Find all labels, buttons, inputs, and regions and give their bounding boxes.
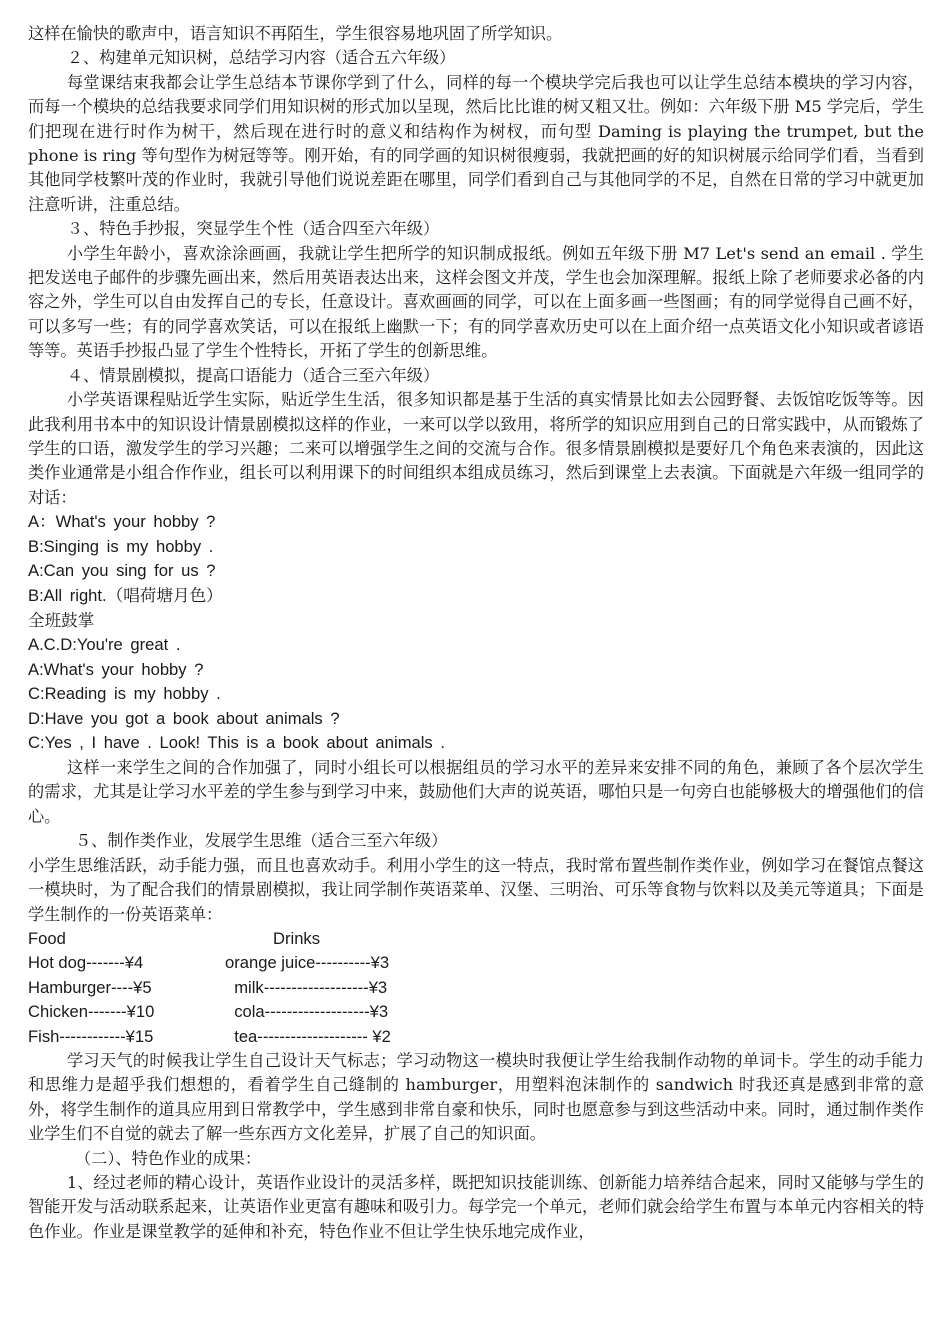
menu-header: [28, 927, 924, 951]
english-menu: [28, 927, 924, 1049]
section-heading-2: ２、构建单元知识树，总结学习内容（适合五六年级）: [66, 48, 456, 68]
paragraph: 这样一来学生之间的合作加强了，同时小组长可以根据组员的学习水平的差异来安排不同的角色，兼顾了各个层次学生的需求，尤其是让学习水平差的学生参与到学习中来，鼓励他们大声的说英语，哪怕只是一句旁白也能够极大的增强他们的信心。: [28, 758, 924, 826]
dialogue-line: A：What's your hobby ?: [28, 512, 216, 532]
section-heading-5: ５、制作类作业，发展学生思维（适合三至六年级）: [74, 831, 448, 851]
section-heading-4: ４、情景剧模拟，提高口语能力（适合三至六年级）: [66, 365, 440, 385]
dialogue: [28, 510, 924, 756]
dialogue-line: D:Have you got a book about animals ?: [28, 708, 340, 728]
dialogue-line: B:All right.（唱荷塘月色）: [28, 585, 223, 605]
paragraph: 学习天气的时候我让学生自己设计天气标志；学习动物这一模块时我便让学生给我制作动物的单词卡。学生的动手能力和思维力是超乎我们想想的，看着学生自己缝制的 hamburger，用塑料泡沫制作的 sandwich 时我还真是感到非常的意外，将学生制作的道具应用到日常教学中，学生感到非常自豪和快乐，同时也愿意参与到这些活动中来。同时，通过制作类作业学生们不自觉的就去了解一些东西方文化差异，扩展了自己的知识面。: [28, 1050, 924, 1144]
menu-row: [28, 1025, 924, 1049]
menu-food-item: Chicken-------¥10: [28, 1002, 155, 1022]
menu-food-item: Hamburger----¥5: [28, 977, 152, 997]
dialogue-line: B:Singing is my hobby .: [28, 536, 214, 556]
section-heading-results: （二）、特色作业的成果：: [74, 1148, 262, 1168]
menu-food-item: Fish------------¥15: [28, 1026, 154, 1046]
dialogue-line: A.C.D:You're great .: [28, 635, 181, 655]
paragraph: 小学生思维活跃，动手能力强，而且也喜欢动手。利用小学生的这一特点，我时常布置些制作类作业，例如学习在餐馆点餐这一模块时，为了配合我们的情景剧模拟，我让同学制作英语菜单、汉堡、三明治、可乐等食物与饮料以及美元等道具；下面是学生制作的一份英语菜单：: [28, 855, 924, 924]
paragraph: 小学英语课程贴近学生实际，贴近学生生活，很多知识都是基于生活的真实情景比如去公园野餐、去饭馆吃饭等等。因此我利用书本中的知识设计情景剧模拟这样的作业，一来可以学以致用，将所学的知识应用到自己的日常实践中，从而锻炼了学生的口语，激发学生的学习兴趣；二来可以增强学生之间的交流与合作。很多情景剧模拟是要好几个角色来表演的，因此这类作业通常是小组合作作业，组长可以利用课下的时间组织本组成员练习，然后到课堂上去表演。下面就是六年级一组同学的对话：: [28, 390, 924, 507]
menu-food-item: Hot dog-------¥4: [28, 953, 144, 973]
menu-row: [28, 951, 924, 975]
menu-row: [28, 1000, 924, 1024]
menu-drink-item: tea-------------------- ¥2: [225, 1026, 391, 1046]
document-page: [28, 22, 924, 1244]
menu-drink-item: cola-------------------¥3: [225, 1002, 389, 1022]
menu-drink-item: milk-------------------¥3: [225, 977, 388, 997]
menu-header-drinks: Drinks: [273, 928, 321, 948]
paragraph: 1、经过老师的精心设计，英语作业设计的灵活多样，既把知识技能训练、创新能力培养结合起来，同时又能够与学生的智能开发与活动联系起来，让英语作业更富有趣味和吸引力。每学完一个单元，老师们就会给学生布置与本单元内容相关的特色作业。作业是课堂教学的延伸和补充，特色作业不但让学生快乐地完成作业，: [28, 1172, 924, 1241]
section-heading-3: ３、特色手抄报，突显学生个性（适合四至六年级）: [66, 219, 440, 239]
menu-row: [28, 976, 924, 1000]
menu-header-food: Food: [28, 928, 66, 948]
paragraph: 每堂课结束我都会让学生总结本节课你学到了什么，同样的每一个模块学完后我也可以让学生总结本模块的学习内容，而每一个模块的总结我要求同学们用知识树的形式加以呈现，然后比比谁的树又粗又壮。例如：六年级下册 M5 学完后，学生们把现在进行时作为树干，然后现在进行时的意义和结构作为树杈，而句型 Daming is playing the trumpet, but the phone is ring 等句型作为树冠等等。刚开始，有的同学画的知识树很瘦弱，我就把画的好的知识树展示给同学们看，当看到其他同学枝繁叶茂的作业时，我就引导他们说说差距在哪里，同学们看到自己与其他同学的不足，自然在日常的学习中就更加注意听讲，注重总结。: [28, 72, 924, 214]
dialogue-line: 全班鼓掌: [28, 610, 95, 630]
dialogue-line: A:Can you sing for us ?: [28, 561, 216, 581]
paragraph: 这样在愉快的歌声中，语言知识不再陌生，学生很容易地巩固了所学知识。: [28, 24, 563, 43]
paragraph: 小学生年龄小，喜欢涂涂画画，我就让学生把所学的知识制成报纸。例如五年级下册 M7 Let's send an email . 学生把发送电子邮件的步骤先画出来，然后用英语表达出来，这样会图文并茂，学生也会加深理解。报纸上除了老师要求必备的内容之外，学生可以自由发挥自己的专长，任意设计。喜欢画画的同学，可以在上面多画一些图画；有的同学觉得自己画不好，可以多写一些；有的同学喜欢笑话，可以在报纸上幽默一下；有的同学喜欢历史可以在上面介绍一点英语文化小知识或者谚语等等。英语手抄报凸显了学生个性特长，开拓了学生的创新思维。: [28, 243, 924, 361]
dialogue-line: A:What's your hobby ?: [28, 659, 204, 679]
menu-drink-item: orange juice----------¥3: [225, 953, 390, 973]
dialogue-line: C:Yes , I have . Look! This is a book about animals .: [28, 733, 445, 753]
dialogue-line: C:Reading is my hobby .: [28, 684, 221, 704]
